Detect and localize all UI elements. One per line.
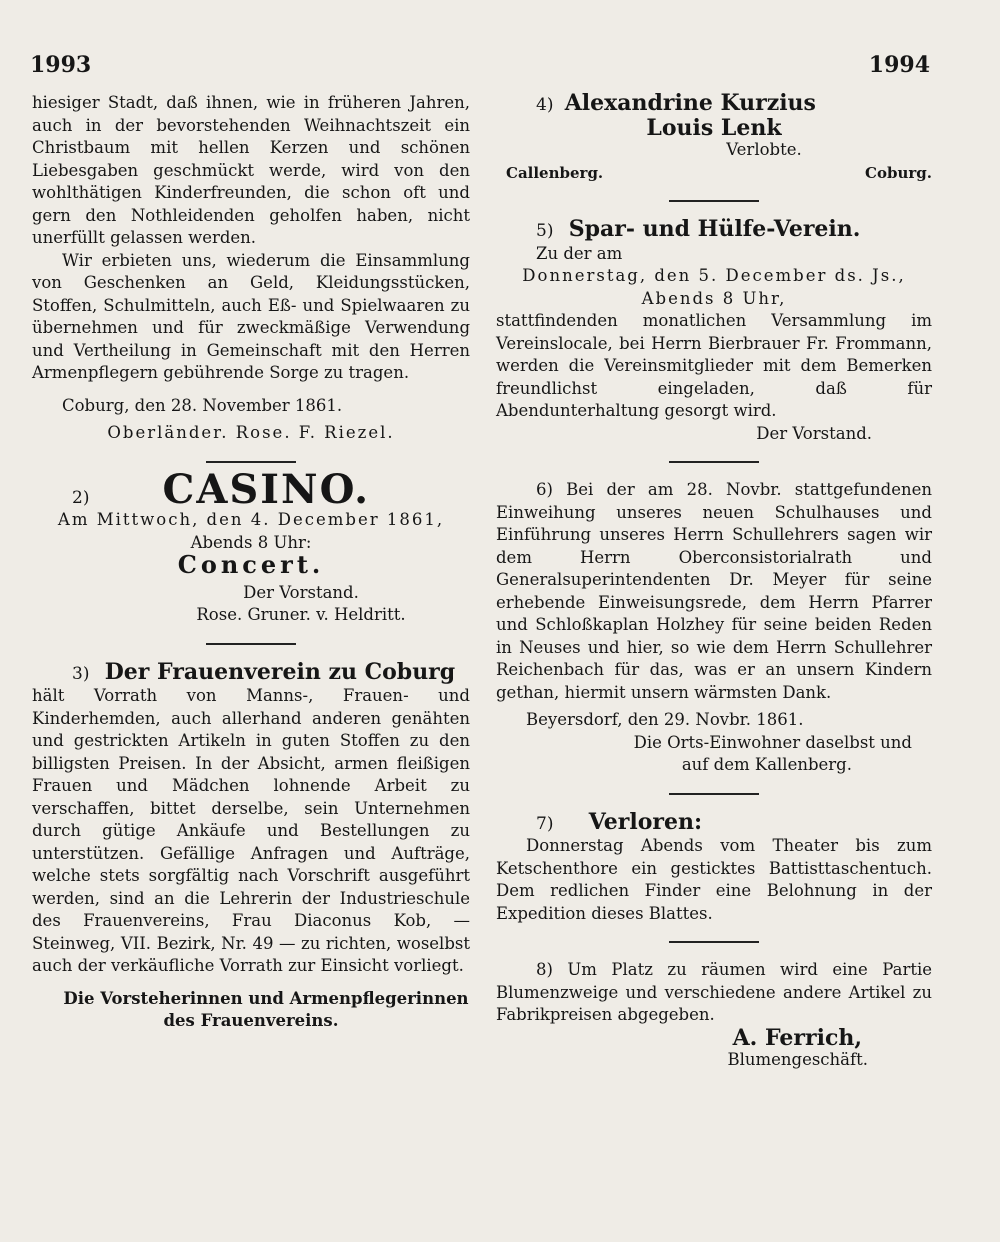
divider: [669, 200, 759, 202]
notice8-paragraph: [496, 959, 932, 1027]
notice4-place-left: Callenberg.: [506, 163, 604, 182]
notice4-place-right: Coburg.: [865, 163, 932, 182]
page-number-right: 1994: [868, 52, 930, 78]
notice2-header: [32, 465, 470, 513]
divider: [206, 643, 296, 645]
notice4-status: Verlobte.: [726, 140, 802, 159]
notice2-signatures: Rose. Gruner. v. Heldritt.: [196, 605, 406, 624]
notice6-body: Bei der am 28. Novbr. stattgefundenen Einweihung unseres neuen Schulhauses und Einführung unseres Herrn Schullehrers sagen wir dem Herrn Oberconsistorialrath und Generalsuperintendenten Dr. Meyer für seine erhebende Einweisungsrede, dem Herrn Pfarrer und Schloßkaplan Holzhey für seine beiden Reden in Neuses und hier, so wie dem Herrn Schullehrer Reichenbach für das, was er an unsern Kindern gethan, hiermit unsern wärmsten Dank.: [496, 480, 932, 702]
divider: [669, 461, 759, 463]
notice6-signature1: Die Orts-Einwohner daselbst und: [633, 732, 912, 752]
notice6-signature2: auf dem Kallenberg.: [681, 755, 852, 774]
notice2-event: Concert.: [177, 550, 325, 579]
notice5-body: stattfindenden monatlichen Versammlung im Vereinslocale, bei Herrn Bierbrauer Fr. Frommann, werden die Vereinsmitglieder mit dem Bemerken freundlichst eingeladen, daß für Abendunterhaltung gesorgt wird.: [496, 311, 932, 420]
notice7-title: Verloren:: [588, 808, 703, 835]
notice1-paragraph2: Wir erbieten uns, wiederum die Einsammlung von Geschenken an Geld, Kleidungsstücken, Stoffen, Schulmitteln, auch Eß- und Spielwaaren zu übernehmen und für zweckmäßige Verwendung und Vertheilung in Gemeinschaft mit den Herren Armenpflegern gebührende Sorge zu tragen.: [32, 250, 470, 382]
notice8-signature: A. Ferrich,: [732, 1024, 862, 1051]
notice8-body: Um Platz zu räumen wird eine Partie Blumenzweige und verschiedene andere Artikel zu Fabrikpreisen abgegeben.: [496, 960, 933, 1024]
notice3-title: Der Frauenverein zu Coburg: [104, 658, 456, 685]
notice7-header: [496, 808, 932, 836]
notice2-line1: Am Mittwoch, den 4. December 1861,: [57, 510, 445, 529]
notice3-signature2: des Frauenvereins.: [163, 1011, 339, 1030]
notice6-paragraph: [496, 479, 932, 704]
notice5-signature: Der Vorstand.: [756, 423, 872, 443]
notice4-number: 4): [536, 95, 554, 115]
notice2-title: CASINO.: [162, 465, 370, 513]
notice5-line1: Zu der am: [536, 243, 623, 263]
notice3-number: 3): [72, 663, 90, 684]
notice4-name2: Louis Lenk: [646, 114, 782, 141]
notice4-places: [496, 162, 932, 185]
notice5-title: Spar- und Hülfe-Verein.: [568, 216, 861, 242]
divider: [669, 793, 759, 795]
notice5-line2: Donnerstag, den 5. December ds. Js.,: [522, 266, 906, 285]
notice4-name1: Alexandrine Kurzius: [564, 90, 816, 116]
notice5-number: 5): [536, 221, 554, 241]
notice2-board: Der Vorstand.: [243, 582, 359, 602]
notice7-number: 7): [536, 813, 554, 834]
notice3-header: [32, 658, 470, 686]
notice6-dateline: Beyersdorf, den 29. Novbr. 1861.: [526, 710, 804, 729]
notice3-body: hält Vorrath von Manns-, Frauen- und Kinderhemden, auch allerhand anderen genähten und gestrickten Artikeln in guten Stoffen zu den billigsten Preisen. In der Absicht, armen fleißigen Frauen und Mädchen lohnende Arbeit zu verschaffen, bittet derselbe, sein Unternehmen durch gütige Ankäufe und Bestellungen zu unterstützen. Gefällige Anfragen und Aufträge, welche stets sorgfältig nach Vorschrift ausgeführt werden, sind an die Lehrerin der Industrieschule des Frauenvereins, Frau Diaconus Kob, — Steinweg, VII. Bezirk, Nr. 49 — zu richten, woselbst auch der verkäufliche Vorrath zur Einsicht vorliegt.: [32, 686, 470, 975]
notice3-signature1: Die Vorsteherinnen und Armenpflegerinnen: [63, 988, 469, 1008]
divider: [669, 941, 759, 943]
notice1-paragraph1: hiesiger Stadt, daß ihnen, wie in früheren Jahren, auch in der bevorstehenden Weihnachtszeit ein Christbaum mit hellen Kerzen und schönen Liebesgaben geschmückt werde, wird von den wohlthätigen Kinderfreunden, die schon oft und gern den Nothleidenden geholfen haben, nicht unerfüllt gelassen werden.: [32, 93, 470, 247]
notice8-number: 8): [536, 960, 553, 979]
divider: [206, 461, 296, 463]
notice7-body: Donnerstag Abends vom Theater bis zum Ketschenthore ein gesticktes Battisttaschentuch. Dem redlichen Finder eine Belohnung in der Expedition dieses Blattes.: [496, 836, 932, 923]
notice1-dateline: Coburg, den 28. November 1861.: [62, 395, 343, 415]
notice2-line2: Abends 8 Uhr:: [190, 532, 312, 552]
notice2-number: 2): [72, 487, 90, 508]
notice6-number: 6): [536, 480, 553, 499]
notice4-header: [496, 92, 932, 117]
left-column: [32, 92, 470, 1033]
notice1-signatures: Oberländer. Rose. F. Riezel.: [107, 423, 395, 442]
right-column: [496, 92, 932, 1072]
notice5-header: [496, 218, 932, 243]
notice5-line3: Abends 8 Uhr,: [641, 288, 787, 308]
page-number-left: 1993: [30, 52, 92, 78]
notice8-signature-sub: Blumengeschäft.: [727, 1050, 868, 1069]
